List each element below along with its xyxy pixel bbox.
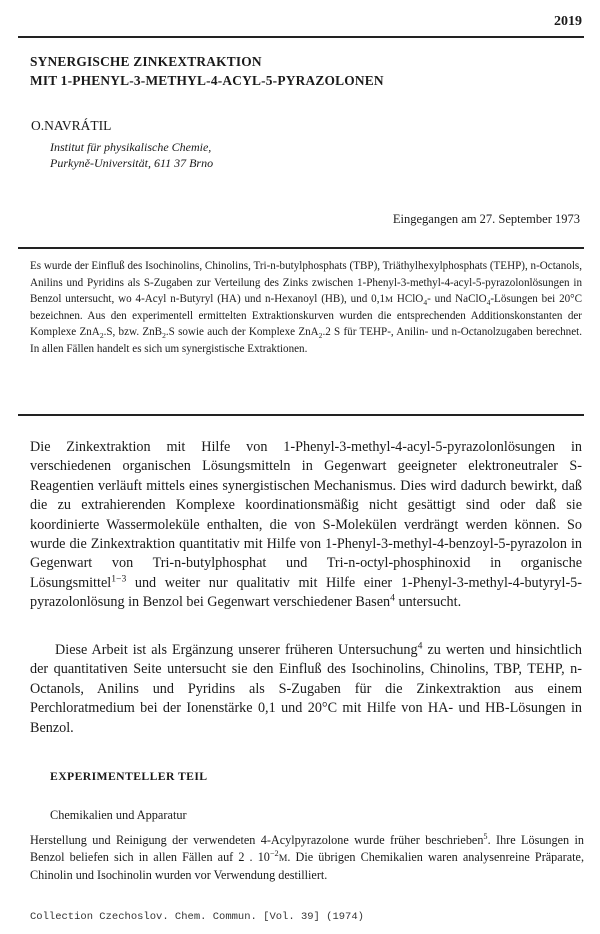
journal-footer: Collection Czechoslov. Chem. Commun. [Vol. 39] (1974) xyxy=(30,911,364,923)
body-paragraph-2: Diese Arbeit ist als Ergänzung unserer früheren Untersuchung$^4$ zu werten und hinsichtlich der quantitativen Seite untersucht sie den Einfluß des Isochinolins, Chinolins, TBP, TEHP, n-Octanols, Anilins und Pyridins als S-Zugaben für die Zinkextraktion aus einem Perchloratmedium bei der Ionenstärke 0,1 und 20°C mit Hilfe von HA- und HB-Lösungen in Benzol. xyxy=(30,640,582,736)
abstract-rule-top xyxy=(18,247,584,249)
title-line-2: MIT 1-PHENYL-3-METHYL-4-ACYL-5-PYRAZOLONEN xyxy=(30,73,384,88)
reference-marker: 1−3 xyxy=(111,573,127,585)
abstract-rule-bottom xyxy=(18,414,584,416)
reference-marker: 4 xyxy=(417,640,423,652)
subsection-heading: Chemikalien und Apparatur xyxy=(50,808,187,822)
reference-marker: 4 xyxy=(390,592,395,604)
title-line-1: SYNERGISCHE ZINKEXTRAKTION xyxy=(30,54,262,69)
received-date: Eingegangen am 27. September 1973 xyxy=(392,212,580,226)
affiliation-line-2: Purkyně-Universität, 611 37 Brno xyxy=(50,156,214,170)
affiliation-line-1: Institut für physikalische Chemie, xyxy=(50,140,212,154)
header-rule xyxy=(18,36,584,38)
reference-marker: 5 xyxy=(483,831,488,841)
abstract: Es wurde der Einfluß des Isochinolins, Chinolins, Tri-n-butylphosphats (TBP), Triäthylhexylphosphats (TEHP), n-Octanols, Anilins und Pyridins als S-Zugaben zur Verteilung des Zinks zwischen 1-Phenyl-3-methyl-4-acyl-5-pyrazolonlösungen in Benzol untersucht, wo 4-Acyl n-Butyryl (HA) und n-Hexanoyl (HB), und 0,1M HClO$_4$- und NaClO$_4$-Lösungen bei 20°C bezeichnen. Aus den experimentell ermittelten Extraktionskurven wurden die entsprechenden Additionskonstanten der Komplexe ZnA$_2$.S, bzw. ZnB$_2$.S sowie auch der Komplexe ZnA$_2$.2 S für TEHP-, Anilin- und n-Octanolzugaben berechnet. In allen Fällen handelt es sich um synergistische Extraktionen. xyxy=(30,260,583,355)
page-number: 2019 xyxy=(554,14,582,29)
section-heading: EXPERIMENTELLER TEIL xyxy=(50,770,208,783)
author-affiliation xyxy=(50,139,213,171)
author-name: O.NAVRÁTIL xyxy=(31,118,112,133)
article-title xyxy=(30,52,384,90)
body-paragraph-1: Die Zinkextraktion mit Hilfe von 1-Phenyl-3-methyl-4-acyl-5-pyrazolonlösungen in verschiedenen organischen Lösungsmitteln in Gegenwart geeigneter elektroneutraler S-Reagentien verläuft mittels eines synergistischen Mechanismus. Dies wird dadurch bewirkt, daß die zu extrahierenden Komplexe koordinationsmäßig nicht gesättigt sind oder daß sie koordinierte Wassermoleküle enthalten, die von S-Molekülen verdrängt werden können. So wurde die Zinkextraktion quantitativ mit Hilfe von 1-Phenyl-3-methyl-4-benzoyl-5-pyrazolon in Gegenwart von Tri-n-butylphosphat und Tri-n-octyl-phosphinoxid in organische Lösungsmittel$^{1-3}$ und weiter nur qualitativ mit Hilfe einer 1-Phenyl-3-methyl-4-butyryl-5-pyrazolonlösung in Benzol bei Gegenwart verschiedener Basen$^4$ untersucht. xyxy=(30,439,582,611)
body-paragraph-3: Herstellung und Reinigung der verwendeten 4-Acylpyrazolone wurde früher beschrieben$^5$. Ihre Lösungen in Benzol beliefen sich in allen Fällen auf 2 . $10^{-2}M$. Die übrigen Chemikalien waren analysenreine Präparate, Chinolin und Isochinolin wurden vor Verwendung destilliert. xyxy=(30,831,584,883)
